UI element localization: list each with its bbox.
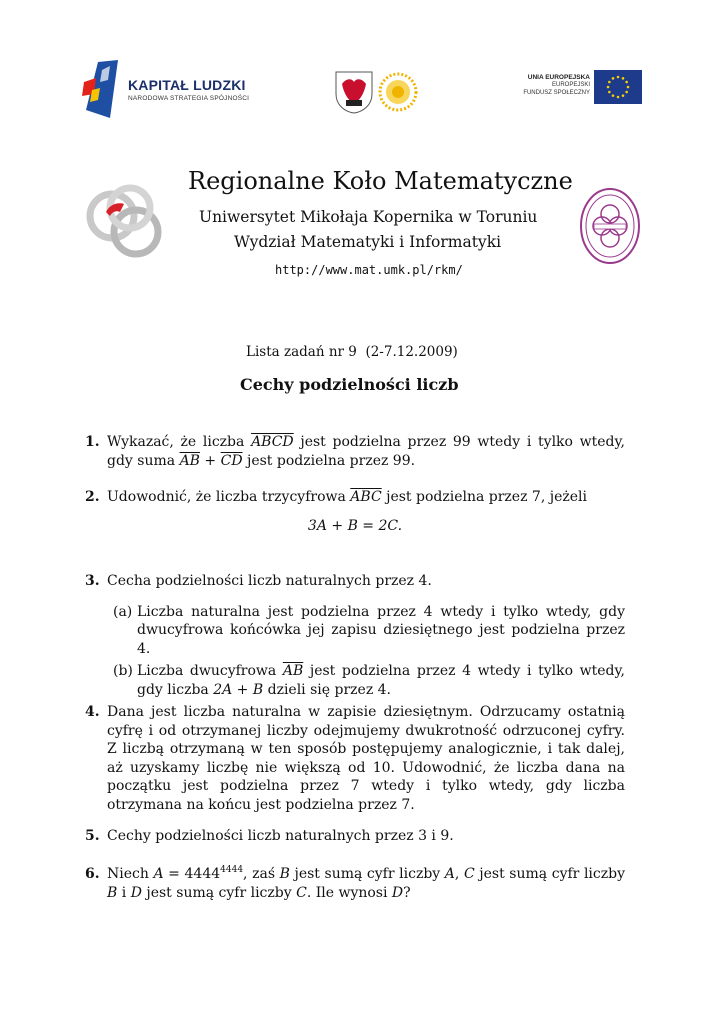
kapital-ludzki-subtitle: NARODOWA STRATEGIA SPÓJNOŚCI	[128, 95, 250, 102]
faculty-name: Wydział Matematyki i Informatyki	[234, 233, 502, 251]
problem-4: 4. Dana jest liczba naturalna w zapisie dziesiętnym. Odrzucamy ostatnią cyfrę i od otrzymanej liczby odejmujemy dwukrotność odrzuconej cyfry. Z liczbą otrzymaną w ten sposób postępujemy analogicznie, i tak dalej, aż uzyskamy liczbę nie większą od 10. Udowodnić, że liczba dana na początku jest podzielna przez 7 wtedy i tylko wtedy, gdy liczba otrzymana na końcu jest podzielna przez 7.	[85, 704, 625, 813]
kapital-ludzki-emblem-icon	[80, 60, 124, 120]
problem-number: 6.	[85, 866, 100, 882]
rings-logo-icon	[84, 180, 164, 260]
problem-number: 2.	[85, 489, 100, 505]
problem-number: 5.	[85, 828, 100, 844]
math-ab: $\overline{AB}$	[179, 452, 200, 469]
problem-6: 6. Niech $A = 4444^{4444}$, zaś B jest sumą cyfr liczby A, C jest sumą cyfr liczby B i D jest sumą cyfr liczby C. Ile wynosi D?	[85, 865, 625, 901]
subproblem-b: (b) Liczba dwucyfrowa $\overline{AB}$ jest podzielna przez 4 wtedy i tylko wtedy, gdy liczba 2A + B dzieli się przez 4.	[113, 663, 625, 698]
kapital-ludzki-logo	[80, 60, 260, 120]
eu-star-icon	[617, 96, 620, 99]
website-url[interactable]: http://www.mat.umk.pl/rkm/	[275, 263, 463, 277]
problem-number: 3.	[85, 573, 100, 589]
math-abcd: ABCD	[251, 434, 294, 450]
regional-emblems	[334, 70, 418, 114]
eu-star-icon	[622, 94, 625, 97]
eu-star-icon	[607, 86, 610, 89]
eu-star-icon	[627, 86, 630, 89]
problem-1: 1. Wykazać, że liczba ABCD jest podzielna przez 99 wtedy i tylko wtedy, gdy suma $\overline{AB} + \overline{CD}$ jest podzielna przez 99.	[85, 434, 626, 469]
subproblem-a: (a) Liczba naturalna jest podzielna przez 4 wtedy i tylko wtedy, gdy dwucyfrowa końcówka jej zapisu dziesiętnego jest podzielna przez 4.	[113, 603, 625, 657]
eu-star-icon	[608, 81, 611, 84]
topic-title: Cechy podzielności liczb	[240, 375, 459, 394]
coat-of-arms-icon	[334, 70, 374, 114]
math-abc: $\overline{ABC}$	[350, 489, 382, 505]
problem-number: 1.	[85, 434, 100, 450]
eu-star-icon	[625, 81, 628, 84]
problem-2: 2. Udowodnić, że liczba trzycyfrowa $\overline{ABC}$ jest podzielna przez 7, jeżeli 3A + B = 2C.	[85, 488, 625, 535]
eu-logo	[500, 70, 642, 106]
problem-number: 4.	[85, 704, 100, 720]
equation: 3A + B = 2C.	[307, 517, 403, 534]
math-ab: $\overline{AB}$	[282, 663, 304, 679]
list-dates: (2-7.12.2009)	[365, 344, 458, 360]
umk-seal-icon	[578, 186, 642, 266]
page-title: Regionalne Koło Matematyczne	[188, 167, 573, 195]
list-label: Lista zadań nr 9	[246, 344, 357, 360]
eu-star-icon	[625, 91, 628, 94]
eu-flag-icon	[594, 70, 642, 104]
university-name: Uniwersytet Mikołaja Kopernika w Toruniu	[199, 208, 538, 226]
eu-star-icon	[612, 94, 615, 97]
list-heading	[246, 344, 458, 360]
eu-line2: EUROPEJSKI	[551, 82, 590, 88]
problem-3: 3. Cecha podzielności liczb naturalnych przez 4. (a) Liczba naturalna jest podzielna przez 4 wtedy i tylko wtedy, gdy dwucyfrowa końcówka jej zapisu dziesiętnego jest podzielna przez 4. (b) Liczba dwucyfrowa $\overline{AB}$ jest podzielna przez 4 wtedy i tylko wtedy, gdy liczba 2A + B dzieli się przez 4.	[85, 573, 625, 698]
eu-star-icon	[622, 77, 625, 80]
eu-star-icon	[608, 91, 611, 94]
eu-star-icon	[612, 77, 615, 80]
eu-line1: UNIA EUROPEJSKA	[527, 74, 590, 81]
kapital-ludzki-title: KAPITAŁ LUDZKI	[128, 77, 246, 93]
eu-star-icon	[617, 76, 620, 79]
problem-5: 5. Cechy podzielności liczb naturalnych przez 3 i 9.	[85, 828, 454, 844]
math-cd: $\overline{CD}$	[220, 452, 243, 469]
sun-emblem-icon	[378, 72, 418, 112]
eu-line3: FUNDUSZ SPOŁECZNY	[523, 90, 590, 96]
